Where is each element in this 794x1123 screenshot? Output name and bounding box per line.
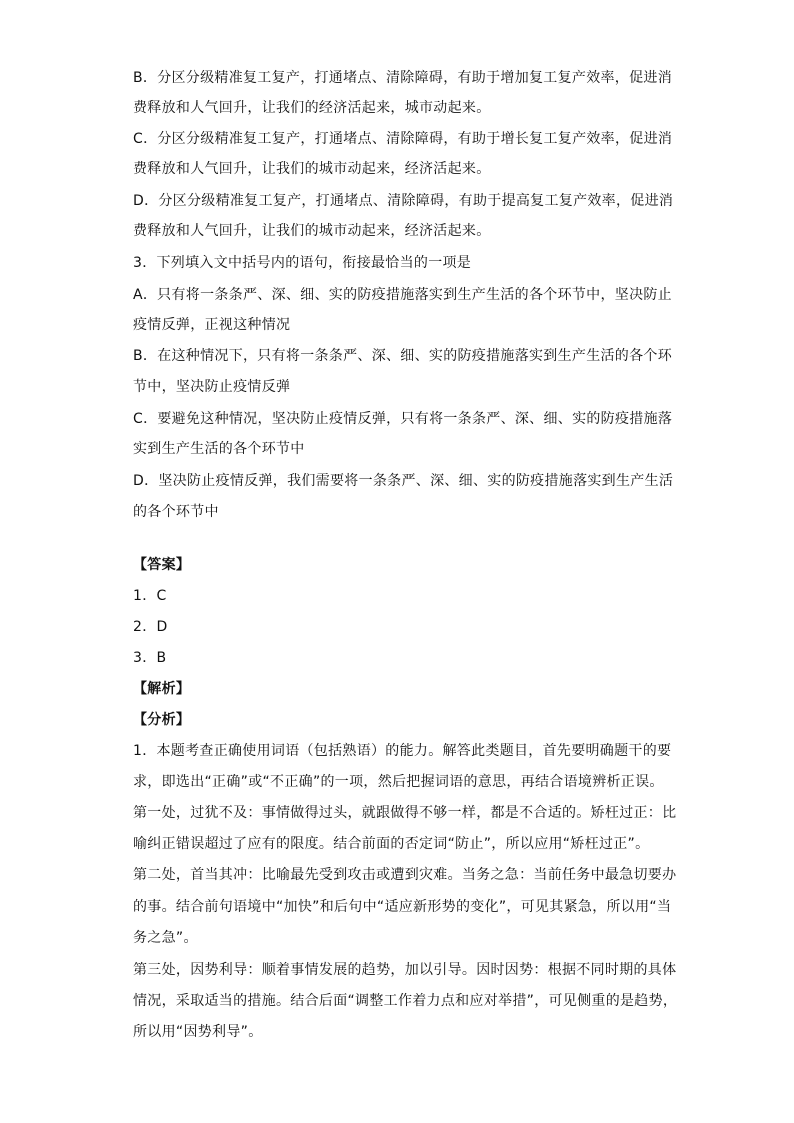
analysis-line-9: 情况，采取适当的措施。结合后面“调整工作着力点和应对举措”，可见侧重的是趋势， <box>133 993 678 1009</box>
q3-option-d-line-1: D．坚决防止疫情反弹，我们需要将一条条严、深、细、实的防疫措施落实到生产生活 <box>133 473 674 489</box>
question-3-stem: 3．下列填入文中括号内的语句，衔接最恰当的一项是 <box>133 255 472 271</box>
analysis-line-5: 第二处，首当其冲：比喻最先受到攻击或遭到灾难。当务之急：当前任务中最急切要办 <box>133 867 677 883</box>
answer-2: 2．D <box>133 619 168 635</box>
q3-option-b-line-2: 节中，坚决防止疫情反弹 <box>133 379 291 395</box>
explanation-heading: 【解析】 <box>133 681 191 697</box>
option-d-line-1: D．分区分级精准复工复产，打通堵点、清除障碍，有助于提高复工复产效率，促进消 <box>133 193 674 209</box>
answer-heading: 【答案】 <box>133 557 191 573</box>
analysis-line-10: 所以用“因势利导”。 <box>133 1024 263 1040</box>
option-c-line-1: C．分区分级精准复工复产，打通堵点、清除障碍，有助于增长复工复产效率，促进消 <box>133 131 673 147</box>
analysis-line-8: 第三处，因势利导：顺着事情发展的趋势，加以引导。因时因势：根据不同时期的具体 <box>133 962 677 978</box>
q3-option-b-line-1: B．在这种情况下，只有将一条条严、深、细、实的防疫措施落实到生产生活的各个环 <box>133 348 673 364</box>
option-b-line-2: 费释放和人气回升，让我们的经济活起来，城市动起来。 <box>133 100 491 116</box>
q3-option-c-line-2: 实到生产生活的各个环节中 <box>133 441 305 457</box>
answer-1: 1．C <box>133 588 167 604</box>
q3-option-d-line-2: 的各个环节中 <box>133 504 219 520</box>
q3-option-a-line-1: A．只有将一条条严、深、细、实的防疫措施落实到生产生活的各个环节中，坚决防止 <box>133 287 672 303</box>
option-c-line-2: 费释放和人气回升，让我们的城市动起来，经济活起来。 <box>133 161 491 177</box>
analysis-line-3: 第一处，过犹不及：事情做得过头，就跟做得不够一样，都是不合适的。矫枉过正：比 <box>133 805 677 821</box>
analysis-line-7: 务之急”。 <box>133 930 198 946</box>
answer-3: 3．B <box>133 650 167 666</box>
analysis-line-2: 求，即选出“正确”或“不正确”的一项，然后把握词语的意思，再结合语境辨析正误。 <box>133 774 664 790</box>
option-b-line-1: B．分区分级精准复工复产，打通堵点、清除障碍，有助于增加复工复产效率，促进消 <box>133 70 673 86</box>
q3-option-c-line-1: C．要避免这种情况，坚决防止疫情反弹，只有将一条条严、深、细、实的防疫措施落 <box>133 411 673 427</box>
analysis-line-4: 喻纠正错误超过了应有的限度。结合前面的否定词“防止”，所以应用“矫枉过正”。 <box>133 836 650 852</box>
q3-option-a-line-2: 疫情反弹，正视这种情况 <box>133 317 291 333</box>
analysis-line-1: 1．本题考查正确使用词语（包括熟语）的能力。解答此类题目，首先要明确题干的要 <box>133 743 672 759</box>
analysis-heading: 【分析】 <box>133 712 191 728</box>
analysis-line-6: 的事。结合前句语境中“加快”和后句中“适应新形势的变化”，可见其紧急，所以用“当 <box>133 899 672 915</box>
option-d-line-2: 费释放和人气回升，让我们的城市动起来，经济活起来。 <box>133 223 491 239</box>
